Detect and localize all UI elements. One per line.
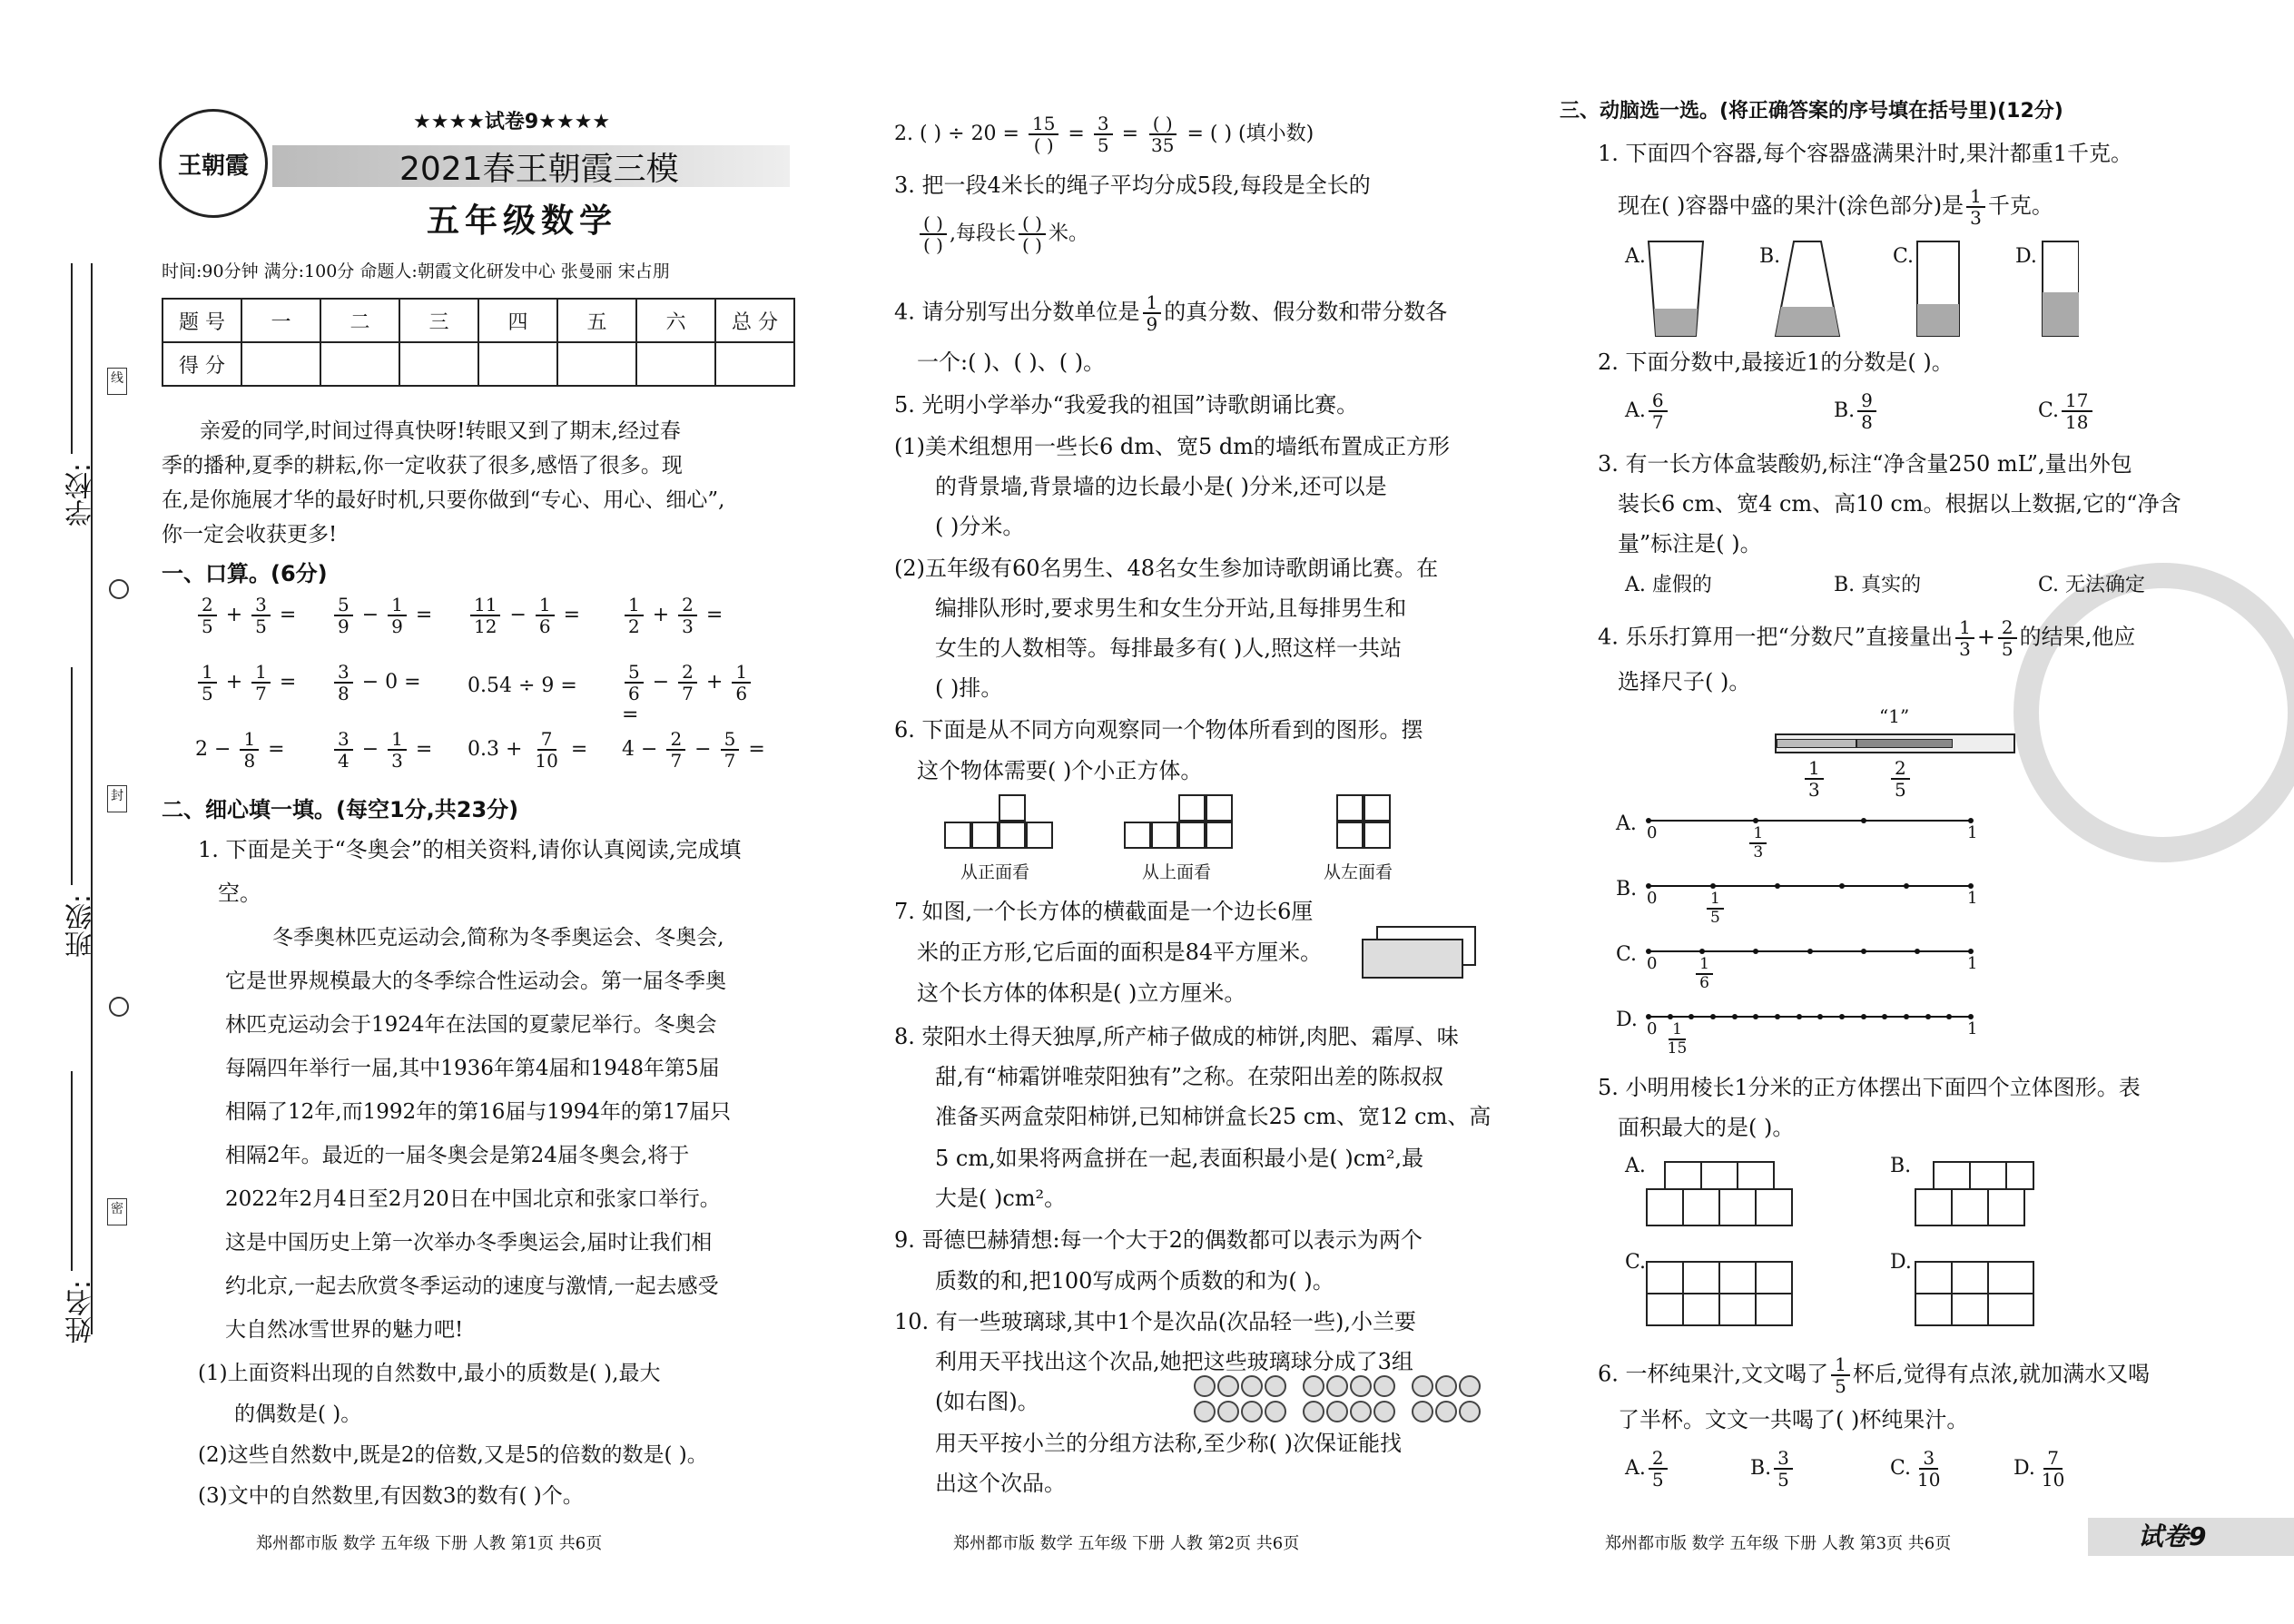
exam-title: 2021春王朝霞三模 [399,151,679,188]
number-line [1649,1016,1971,1018]
c3-q3-option[interactable]: A. 虚假的 [1625,574,1712,596]
score-cell: 得 分 [162,342,241,386]
passage-line: 每隔四年举行一届,其中1936年第4届和1948年第5届 [225,1057,720,1080]
c3-q5-line[interactable]: 面积最大的是( )。 [1618,1115,1795,1140]
view-label: 从正面看 [960,862,1030,882]
number-line-zero: 0 [1647,889,1658,908]
q5-line[interactable]: 编排队形时,要求男生和女生分开站,且每排男生和 [935,595,1407,621]
q4-line2[interactable]: 一个:( )、( )、( )。 [917,349,1106,375]
intro-line: 在,是你施展才华的最好时机,只要你做到“专心、用心、细心”, [162,488,725,512]
number-line-dot [1699,949,1705,954]
name-line[interactable] [71,1071,73,1271]
c3-q2-option[interactable]: B. $\frac{9}{8}$ [1834,390,1879,432]
q8-line[interactable]: 大是( )cm²。 [935,1186,1067,1211]
c3-q5-option[interactable]: A. [1625,1155,1646,1177]
c3-q6-line: 6. 一杯纯果汁,文文喝了 $\frac{1}{5}$ 杯后,觉得有点浓,就加满水又喝 [1598,1353,2151,1397]
score-cell: 五 [557,299,636,342]
c3-q1-line: 1. 下面四个容器,每个容器盛满果汁时,果汁都重1千克。 [1598,141,2133,166]
score-cell: 题 号 [162,299,241,342]
score-input[interactable] [241,342,320,386]
q5-line[interactable]: 女生的人数相等。每排最多有( )人,照这样一共站 [935,635,1402,661]
cuboid-figure [1362,926,1480,980]
oral-item: 0.54 ÷ 9 = [468,674,577,697]
number-line-unit-fraction: $\frac{1}{15}$ [1667,1020,1688,1058]
number-line-dot [1732,1014,1738,1019]
c3-q6-option[interactable]: B. $\frac{3}{5}$ [1750,1448,1796,1490]
binding-circle [109,579,129,599]
oral-item: $\frac{5}{6}$ − $\frac{2}{7}$ + $\frac{1}{6}$ = [622,662,776,726]
intro-line: 亲爱的同学,时间过得真快呀!转眼又到了期末,经过春 [200,419,681,443]
binding-mark-feng: 封 [107,785,127,812]
number-line-unit-fraction: $\frac{1}{3}$ [1749,825,1767,861]
c3-q6-option[interactable]: A. $\frac{2}{5}$ [1625,1448,1670,1490]
c3-q2[interactable]: 2. 下面分数中,最接近1的分数是( )。 [1598,349,1954,375]
number-line-dot [1839,1014,1845,1019]
c3-q5-option[interactable]: B. [1890,1155,1912,1177]
c3-q3-line[interactable]: 量”标注是( )。 [1618,531,1762,556]
ruler-frac: $\frac{2}{5}$ [1888,758,1913,800]
q1-sub[interactable]: (3)文中的自然数里,有因数3的数有( )个。 [198,1484,584,1508]
q5-line[interactable]: (1)美术组想用一些长6 dm、宽5 dm的墙纸布置成正方形 [894,434,1451,459]
q7-line[interactable]: 这个长方体的体积是( )立方厘米。 [917,980,1246,1006]
score-input[interactable] [320,342,399,386]
section-1-title: 一、口算。(6分) [162,561,328,586]
oral-item: $\frac{3}{8}$ − 0 = [331,662,421,704]
passage-line: 约北京,一起去欣赏冬季运动的速度与激情,一起去感受 [225,1275,719,1298]
q1-stem: 1. 下面是关于“冬奥会”的相关资料,请你认真阅读,完成填 [198,837,742,862]
q8-line: 甜,有“柿霜饼唯荥阳独有”之称。在荥阳出差的陈叔叔 [935,1064,1444,1089]
c3-q3-option[interactable]: C. 无法确定 [2038,574,2146,596]
number-line-one: 1 [1967,1019,1978,1038]
oral-item: $\frac{3}{4}$ − $\frac{1}{3}$ = [331,729,432,771]
number-line-zero: 0 [1647,1019,1658,1038]
ruler-option[interactable]: D. [1616,1009,1638,1031]
ruler-option[interactable]: A. [1616,812,1637,835]
score-input[interactable] [399,342,478,386]
ruler-frac: $\frac{1}{3}$ [1802,758,1826,800]
oral-item: 4 − $\frac{2}{7}$ − $\frac{5}{7}$ = [622,728,765,772]
q10-line: 利用天平找出这个次品,她把这些玻璃球分成了3组 [935,1349,1413,1374]
number-line-unit-fraction: $\frac{1}{5}$ [1707,891,1724,926]
q7-line: 7. 如图,一个长方体的横截面是一个边长6厘 [894,899,1314,924]
number-line-dot [1807,949,1813,954]
number-line [1649,820,1971,822]
score-input[interactable] [478,342,557,386]
c3-q5-option[interactable]: D. [1890,1251,1912,1274]
c3-q6-option[interactable]: D. $\frac{7}{10}$ [2013,1447,2065,1491]
oral-grid [195,595,776,794]
q5-line[interactable]: ( )分米。 [935,514,1025,539]
number-line-dot [1817,1014,1823,1019]
number-line-dot [1861,818,1866,823]
number-line-dot [1775,1014,1780,1019]
ruler-label: “1” [1879,705,1910,727]
q9-line: 9. 哥德巴赫猜想:每一个大于2的偶数都可以表示为两个 [894,1227,1423,1253]
oral-item: 2 − $\frac{1}{8}$ = [195,728,285,772]
fraction-ruler [1775,733,2015,753]
score-cell: 六 [636,299,715,342]
passage-line: 大自然冰雪世界的魅力吧! [225,1318,464,1342]
number-line-dot [1753,949,1758,954]
number-line-dot [1946,1014,1952,1019]
c3-q1-option[interactable]: D. [2015,245,2037,268]
number-line-dot [1925,1014,1931,1019]
binding-mark-mi: 密 [107,1198,127,1225]
score-cell: 一 [241,299,320,342]
exam-subject: 五年级数学 [427,202,618,240]
name-label: 姓名: [65,1280,97,1344]
score-table [162,298,795,387]
intro-line: 季的播种,夏季的耕耘,你一定收获了很多,感悟了很多。现 [162,454,683,477]
q5-line[interactable]: 的背景墙,背景墙的边长最小是( )分米,还可以是 [935,474,1387,499]
score-input[interactable] [557,342,636,386]
intro-line: 你一定会收获更多! [162,523,338,546]
front-view-figure [944,794,1062,858]
q1-sub[interactable]: 的偶数是( )。 [234,1403,362,1426]
number-line-dot [1904,883,1909,889]
number-line-one: 1 [1967,823,1978,842]
oral-item: $\frac{1}{2}$ + $\frac{2}{3}$ = [622,595,723,636]
score-row [162,342,794,386]
number-line-dot [1689,1014,1694,1019]
q5-line[interactable]: (2)五年级有60名男生、48名女生参加诗歌朗诵比赛。在 [894,556,1439,581]
stars-label: ★★★★试卷9★★★★ [413,111,611,133]
school-line[interactable] [71,263,73,454]
number-line-dot [1904,1014,1909,1019]
ball-groups [1194,1375,1493,1430]
oral-item: 0.3 + $\frac{7}{10}$ = [468,728,588,772]
containers-figure [1643,236,2079,345]
number-line-dot [1882,1014,1887,1019]
q6-line[interactable]: 6. 下面是从不同方向观察同一个物体所看到的图形。摆 [894,717,1423,743]
footer-page-3: 郑州都市版 数学 五年级 下册 人教 第3页 共6页 [1605,1534,1952,1553]
q8-line[interactable]: 5 cm,如果将两盒拼在一起,表面积最小是( )cm²,最 [935,1146,1424,1171]
section-3-title: 三、动脑选一选。(将正确答案的序号填在括号里)(12分) [1560,100,2063,123]
q10-line: 10. 有一些玻璃球,其中1个是次品(次品轻一些),小兰要 [894,1309,1417,1334]
ruler-option[interactable]: B. [1616,878,1638,901]
top-view-figure [1124,794,1242,858]
left-view-figure [1336,794,1400,858]
q5-line[interactable]: ( )排。 [935,675,1003,701]
passage-line: 2022年2月4日至2月20日在中国北京和张家口举行。 [225,1187,721,1211]
number-line-dot [1861,949,1866,954]
number-line-unit-fraction: $\frac{1}{6}$ [1696,956,1713,991]
q2[interactable]: 2. ( ) ÷ 20 = $\frac{15}{( )}$ = $\frac{3}{5}$ = $\frac{( )}{35}$ = ( ) (填小数) [894,113,1314,156]
score-cell: 三 [399,299,478,342]
c3-q5-option[interactable]: C. [1625,1251,1647,1274]
c3-q1-option[interactable]: A. [1625,245,1646,268]
footer-page-2: 郑州都市版 数学 五年级 下册 人教 第2页 共6页 [953,1534,1300,1553]
number-line-dot [1797,1014,1802,1019]
q1-stem: 空。 [218,881,261,906]
c3-q6-line2[interactable]: 了半杯。文文一共喝了( )杯纯果汁。 [1618,1407,1969,1432]
number-lines [1616,812,1997,1067]
q5-line: 5. 光明小学举办“我爱我的祖国”诗歌朗诵比赛。 [894,392,1359,418]
number-line-dot [1710,1014,1716,1019]
paper-badge-label: 试卷9 [2138,1521,2207,1551]
score-cell: 二 [320,299,399,342]
binding-circle [109,997,129,1017]
class-line[interactable] [71,667,73,885]
oral-item: $\frac{5}{9}$ − $\frac{1}{9}$ = [331,595,432,636]
view-label: 从上面看 [1142,862,1212,882]
number-line-zero: 0 [1647,954,1658,973]
school-label: 学校: [65,463,97,527]
solids-figure [1643,1153,2079,1334]
number-line-dot [1839,883,1845,889]
exam-info: 时间:90分钟 满分:100分 命题人:朝霞文化研发中心 张曼丽 宋占朋 [162,261,670,281]
section-2-title: 二、细心填一填。(每空1分,共23分) [162,797,519,822]
number-line-dot [1668,1014,1673,1019]
logo-text: 王朝霞 [177,152,249,180]
number-line-dot [1775,883,1780,889]
footer-page-1: 郑州都市版 数学 五年级 下册 人教 第1页 共6页 [256,1534,603,1553]
q9-line[interactable]: 质数的和,把100写成两个质数的和为( )。 [935,1268,1334,1294]
q8-line: 8. 荥阳水土得天独厚,所产柿子做成的柿饼,肉肥、霜厚、味 [894,1024,1459,1049]
q4[interactable]: 4. 请分别写出分数单位是 $\frac{1}{9}$ 的真分数、假分数和带分数各 [894,291,1448,335]
q1-sub[interactable]: (2)这些自然数中,既是2的倍数,又是5的倍数的数是( )。 [198,1443,708,1467]
passage-line: 冬季奥林匹克运动会,简称为冬季奥运会、冬奥会, [272,926,724,950]
passage-line: 相隔了12年,而1992年的第16届与1994年的第17届只 [225,1100,732,1124]
c3-q5-line: 5. 小明用棱长1分米的正方体摆出下面四个立体图形。表 [1598,1075,2141,1100]
q10-line: 出这个次品。 [935,1471,1066,1496]
view-label: 从左面看 [1324,862,1393,882]
number-line-dot [1915,949,1920,954]
oral-item: $\frac{2}{5}$ + $\frac{3}{5}$ = [195,595,296,636]
binding-line [91,263,93,1334]
number-line-dot [1753,818,1758,823]
c3-q2-option[interactable]: C. $\frac{17}{18}$ [2038,390,2095,432]
passage-line: 它是世界规模最大的冬季综合性运动会。第一届冬季奥 [225,969,726,993]
q3[interactable]: 3. 把一段4米长的绳子平均分成5段,每段是全长的 [894,172,1371,198]
brand-logo [159,109,268,218]
c3-q4-line2[interactable]: 选择尺子( )。 [1618,669,1751,694]
number-line-dot [1861,1014,1866,1019]
c3-q3-line: 装长6 cm、宽4 cm、高10 cm。根据以上数据,它的“净含 [1618,491,2181,517]
passage-line: 林匹克运动会于1924年在法国的夏蒙尼举行。冬奥会 [225,1013,717,1037]
oral-item: $\frac{1}{5}$ + $\frac{1}{7}$ = [195,662,296,704]
number-line-dot [1753,1014,1758,1019]
ruler-option[interactable]: C. [1616,943,1638,966]
class-label: 班级: [65,894,97,959]
watermark-seal [2013,563,2294,862]
c3-q1-option[interactable]: C. [1893,245,1915,268]
number-line-one: 1 [1967,889,1978,908]
c3-q3-option[interactable]: B. 真实的 [1834,574,1922,596]
score-cell: 四 [478,299,557,342]
c3-q6-option[interactable]: C. $\frac{3}{10}$ [1890,1447,1941,1491]
q7-line: 米的正方形,它后面的面积是84平方厘米。 [917,940,1323,965]
c3-q4-line: 4. 乐乐打算用一把“分数尺”直接量出 $\frac{1}{3}$ + $\frac{2}{5}$ 的结果,他应 [1598,616,2136,660]
passage-line: 这是中国历史上第一次举办冬季奥运会,届时让我们相 [225,1231,713,1255]
number-line-dot [1710,883,1716,889]
q8-line: 准备买两盒荥阳柿饼,已知柿饼盒长25 cm、宽12 cm、高 [935,1104,1492,1129]
q10-line[interactable]: 用天平按小兰的分组方法称,至少称( )次保证能找 [935,1431,1402,1456]
score-input[interactable] [715,342,794,386]
number-line [1649,885,1971,887]
score-cell: 总 分 [715,299,794,342]
q3-blanks[interactable]: $\frac{( )}{( )}$ ,每段长 $\frac{( )}{( )}$ 米。 [917,213,1088,255]
oral-item: $\frac{11}{12}$ − $\frac{1}{6}$ = [468,595,580,636]
c3-q3-line: 3. 有一长方体盒装酸奶,标注“净含量250 mL”,量出外包 [1598,451,2132,477]
c3-q2-option[interactable]: A. $\frac{6}{7}$ [1625,390,1670,432]
q1-sub[interactable]: (1)上面资料出现的自然数中,最小的质数是( ),最大 [198,1362,661,1385]
binding-mark-xian: 线 [107,368,127,395]
passage-line: 相隔2年。最近的一届冬奥会是第24届冬奥会,将于 [225,1144,690,1167]
c3-q1-option[interactable]: B. [1759,245,1781,268]
q10-line: (如右图)。 [935,1389,1039,1414]
score-input[interactable] [636,342,715,386]
number-line-one: 1 [1967,954,1978,973]
c3-q1-line2[interactable]: 现在( )容器中盛的果汁(涂色部分)是 $\frac{1}{3}$ 千克。 [1618,185,2053,229]
number-line-zero: 0 [1647,823,1658,842]
q6-line[interactable]: 这个物体需要( )个小正方体。 [917,758,1203,783]
score-header-row [162,299,794,342]
